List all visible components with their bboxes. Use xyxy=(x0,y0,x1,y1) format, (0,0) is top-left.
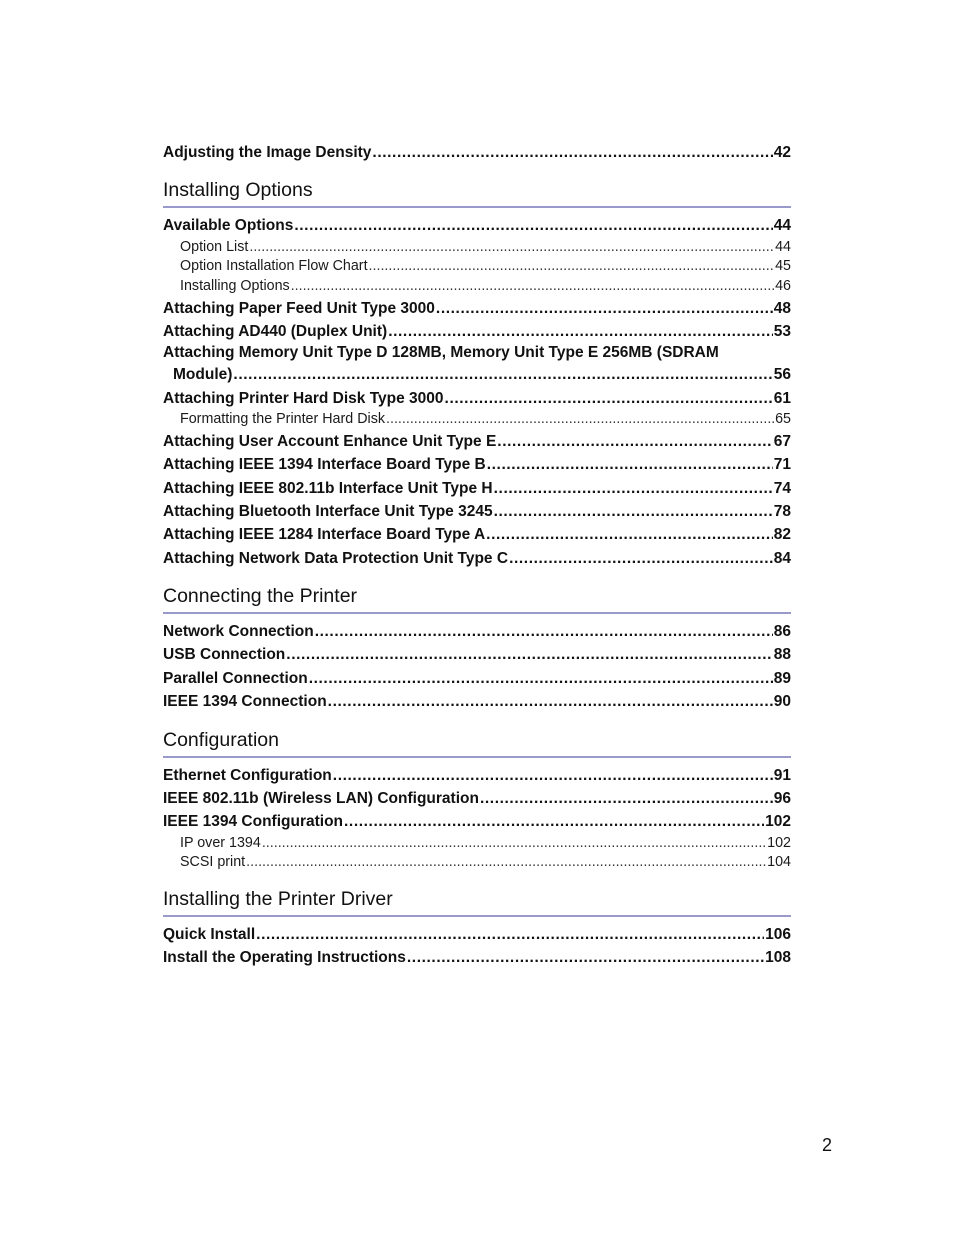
toc-entry-title: Option Installation Flow Chart xyxy=(180,258,368,275)
toc-entry-page: 42 xyxy=(773,144,791,161)
dot-leader xyxy=(291,277,774,297)
toc-entry[interactable] xyxy=(163,787,791,810)
toc-entry-title: Attaching User Account Enhance Unit Type E xyxy=(163,432,497,450)
section-heading: Configuration xyxy=(163,726,791,758)
dot-leader xyxy=(486,523,773,546)
toc-entry-title: Module) xyxy=(173,366,233,384)
toc-entry-page: 53 xyxy=(773,322,791,340)
toc-entry-title: Formatting the Printer Hard Disk xyxy=(180,411,385,428)
toc-entry-title: Attaching Paper Feed Unit Type 3000 xyxy=(163,299,435,317)
dot-leader xyxy=(369,257,775,277)
dot-leader xyxy=(388,320,773,343)
dot-leader xyxy=(386,410,774,430)
dot-leader xyxy=(480,787,773,810)
dot-leader xyxy=(494,477,773,500)
toc-entry[interactable] xyxy=(163,320,791,343)
dot-leader xyxy=(494,500,773,523)
toc-entry-page: 74 xyxy=(773,479,791,497)
toc-entry[interactable] xyxy=(163,764,791,787)
dot-leader xyxy=(445,387,773,410)
toc-entry[interactable] xyxy=(163,477,791,500)
toc-entry-page: 96 xyxy=(773,790,791,808)
toc-entry[interactable] xyxy=(163,667,791,690)
toc-entry-title: IEEE 802.11b (Wireless LAN) Configuration xyxy=(163,790,479,808)
toc-entry-page: 89 xyxy=(773,669,791,687)
dot-leader xyxy=(328,690,773,713)
dot-leader xyxy=(262,834,766,854)
toc-entry-title: Attaching IEEE 802.11b Interface Unit Type H xyxy=(163,479,493,497)
dot-leader xyxy=(246,853,766,873)
toc-entry-page: 61 xyxy=(773,389,791,407)
toc-entry[interactable] xyxy=(163,214,791,237)
toc-entry-page: 44 xyxy=(775,238,791,255)
toc-section-connecting-printer xyxy=(163,582,791,714)
toc-subentry[interactable] xyxy=(163,277,791,297)
toc-subentry[interactable] xyxy=(163,257,791,277)
toc-entry[interactable] xyxy=(163,297,791,320)
toc-entry-title: Option List xyxy=(180,238,249,255)
page-number: 2 xyxy=(822,1135,833,1155)
toc-section-installing-options xyxy=(163,176,791,570)
toc-entry-title: USB Connection xyxy=(163,646,286,664)
toc-subentry[interactable] xyxy=(163,238,791,258)
toc-entry[interactable] xyxy=(163,387,791,410)
dot-leader xyxy=(333,764,773,787)
dot-leader xyxy=(309,667,773,690)
toc-subentry[interactable] xyxy=(163,834,791,854)
toc-entry-wrapped[interactable] xyxy=(163,343,791,386)
toc-entry-page: 67 xyxy=(773,432,791,450)
toc-entry-page: 88 xyxy=(773,646,791,664)
toc-entry-title: Network Connection xyxy=(163,623,314,641)
toc-entry-title: Attaching Printer Hard Disk Type 3000 xyxy=(163,389,444,407)
toc-entry[interactable] xyxy=(163,946,791,969)
toc-entry[interactable] xyxy=(163,923,791,946)
toc-entry-title: IP over 1394 xyxy=(180,834,261,851)
toc-entry[interactable] xyxy=(163,643,791,666)
dot-leader xyxy=(294,214,772,237)
toc-entry-page: 82 xyxy=(773,526,791,544)
toc-entry-page: 108 xyxy=(765,949,791,967)
toc-entry[interactable] xyxy=(163,547,791,570)
toc-entry-title: Attaching Network Data Protection Unit Type C xyxy=(163,549,509,567)
toc-entry-title: Ethernet Configuration xyxy=(163,766,332,784)
toc-subentry[interactable] xyxy=(163,410,791,430)
toc-entry-page: 71 xyxy=(773,456,791,474)
toc-entry-page: 104 xyxy=(767,854,791,871)
toc-entry[interactable] xyxy=(163,500,791,523)
toc-entry-line2 xyxy=(163,363,791,386)
dot-leader xyxy=(372,141,772,164)
dot-leader xyxy=(509,547,773,570)
toc-entry-title-line1: Attaching Memory Unit Type D 128MB, Memory Unit Type E 256MB (SDRAM xyxy=(163,344,719,362)
toc-entry-page: 45 xyxy=(775,258,791,275)
toc-entry-title: Quick Install xyxy=(163,925,256,943)
dot-leader xyxy=(487,453,773,476)
dot-leader xyxy=(286,643,772,666)
toc-entry-title: Installing Options xyxy=(180,277,290,294)
dot-leader xyxy=(344,810,764,833)
dot-leader xyxy=(436,297,773,320)
toc-entry-page: 44 xyxy=(773,217,791,235)
section-heading: Installing the Printer Driver xyxy=(163,885,791,917)
toc-entry-page: 106 xyxy=(765,925,791,943)
toc-entry-title: Adjusting the Image Density xyxy=(163,144,372,161)
toc-entry-title: IEEE 1394 Configuration xyxy=(163,813,344,831)
toc-entry[interactable] xyxy=(163,690,791,713)
toc-entry-page: 84 xyxy=(773,549,791,567)
toc-entry-title: SCSI print xyxy=(180,854,246,871)
toc-entry-title: Attaching AD440 (Duplex Unit) xyxy=(163,322,388,340)
toc-entry-page: 102 xyxy=(765,813,791,831)
toc-entry[interactable] xyxy=(163,810,791,833)
toc-entry[interactable] xyxy=(163,523,791,546)
toc-entry[interactable] xyxy=(163,430,791,453)
dot-leader xyxy=(315,620,773,643)
dot-leader xyxy=(407,946,764,969)
toc-entry-title: Available Options xyxy=(163,217,294,235)
toc-entry-page: 102 xyxy=(767,834,791,851)
toc-entry-title: Attaching IEEE 1284 Interface Board Type A xyxy=(163,526,486,544)
toc-entry-page: 48 xyxy=(773,299,791,317)
toc-entry[interactable] xyxy=(163,453,791,476)
toc-entry-page: 91 xyxy=(773,766,791,784)
toc-entry-page: 90 xyxy=(773,693,791,711)
toc-section-configuration xyxy=(163,726,791,873)
toc-entry-page: 46 xyxy=(775,277,791,294)
dot-leader xyxy=(233,363,772,386)
toc-entry-title: Parallel Connection xyxy=(163,669,308,687)
dot-leader xyxy=(249,238,774,258)
toc-entry-title: IEEE 1394 Connection xyxy=(163,693,327,711)
toc-section-installing-printer-driver xyxy=(163,885,791,970)
section-heading: Connecting the Printer xyxy=(163,582,791,614)
toc-entry-title: Install the Operating Instructions xyxy=(163,949,406,967)
toc-subentry[interactable] xyxy=(163,853,791,873)
toc-entry-page: 56 xyxy=(773,366,791,384)
toc-entry-title: Attaching Bluetooth Interface Unit Type 3245 xyxy=(163,502,493,520)
dot-leader xyxy=(256,923,764,946)
toc-entry-page: 86 xyxy=(773,623,791,641)
dot-leader xyxy=(497,430,772,453)
toc-entry-page: 78 xyxy=(773,502,791,520)
table-of-contents xyxy=(163,141,791,970)
toc-entry-title: Attaching IEEE 1394 Interface Board Type B xyxy=(163,456,486,474)
toc-entry[interactable] xyxy=(163,620,791,643)
toc-entry-page: 65 xyxy=(775,411,791,428)
toc-entry-adjusting-image-density[interactable] xyxy=(163,141,791,164)
section-heading: Installing Options xyxy=(163,176,791,208)
